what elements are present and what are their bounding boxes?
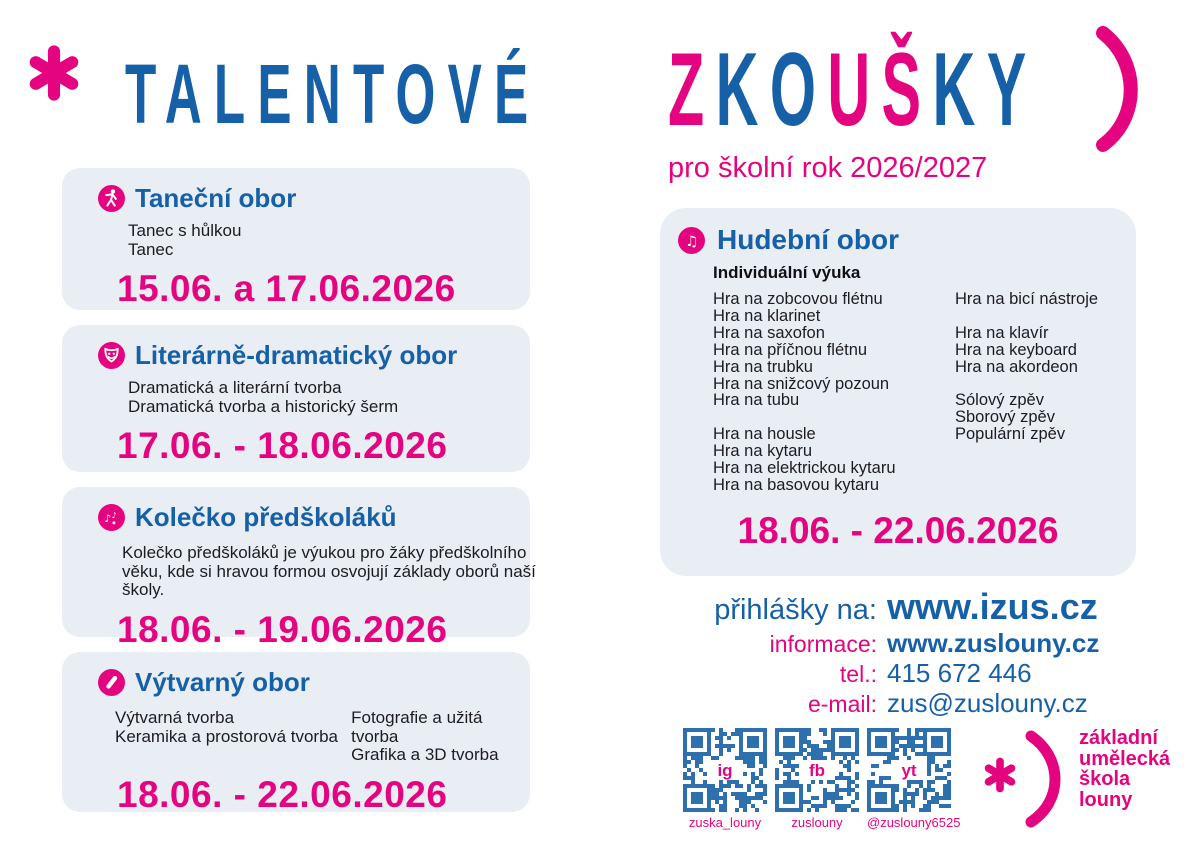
instrument-line: Hra na saxofon [713,323,825,342]
contact-label: e-mail: [807,691,877,717]
contact-value: www.zuslouny.cz [887,628,1100,658]
music-card-title: Hudební obor [717,224,899,255]
instrument-line: Hra na kytaru [713,442,813,461]
contact-row [640,688,1110,718]
qr-code-fb [775,728,859,830]
svg-text:ig: ig [717,761,733,780]
music-exam-date: 18.06. - 22.06.2026 [737,509,1059,551]
qr-code-yt [867,728,961,830]
subject-line: Dramatická a literární tvorba [128,378,342,397]
contact-value: www.izus.cz [887,586,1098,627]
title-letter: U [827,32,882,148]
department-card [62,325,530,472]
school-name [1079,728,1170,810]
card-subject-list [128,222,530,259]
title-letter: K [715,32,770,148]
school-name-line: umělecká [1079,747,1171,770]
contact-label: tel.: [839,661,877,687]
contact-row [640,658,1110,688]
qr-code-row [683,728,961,830]
column-spacer [955,308,1098,325]
department-card [62,487,536,650]
instrument-column-2 [955,291,1098,494]
card-header [98,184,530,212]
subject-column [115,709,351,765]
card-title: Literárně-dramatický obor [135,339,458,370]
card-title: Kolečko předškoláků [135,501,397,532]
subject-line: Grafika a 3D tvorba [351,745,499,764]
instrument-line: Hra na bicí nástroje [955,290,1099,308]
card-description: Kolečko předškoláků je výukou pro žáky předškolního věku, kde si hravou formou osvojují základy oborů naší školy. [122,543,536,599]
closing-paren-icon [1023,728,1067,830]
school-name-line: základní [1079,727,1158,749]
title-letter: K [932,32,987,148]
instrument-line: Populární zpěv [955,425,1066,444]
music-subheading: Individuální výuka [713,263,861,282]
department-card [62,652,530,815]
title-talentove: TALENTOVÉ [125,47,541,141]
instrument-column-1 [713,291,955,494]
closing-paren-icon [1094,24,1146,154]
column-spacer [955,376,1098,393]
theater-mask-icon [98,342,125,369]
music-department-card [660,208,1136,576]
card-subject-columns [115,709,530,765]
title-zkousky [668,32,1038,148]
instrument-line: Sborový zpěv [955,408,1055,427]
dancer-icon [98,185,125,212]
instrument-line: Hra na klarinet [713,306,821,325]
instrument-line: Sólový zpěv [955,391,1044,410]
contact-block [640,586,1110,718]
qr-caption: zuslouny [791,815,843,830]
instrument-line: Hra na tubu [713,391,800,410]
contact-value: 415 672 446 [887,658,1032,688]
asterisk-icon [983,754,1017,796]
qr-caption: zuska_louny [688,815,762,830]
subject-line: Tanec s hůlkou [128,221,242,240]
card-title: Výtvarný obor [135,666,310,697]
card-header [98,668,530,696]
subject-line: Dramatická tvorba a historický šerm [128,396,399,416]
exam-date: 18.06. - 19.06.2026 [117,608,448,650]
column-spacer [713,409,955,426]
instrument-line: Hra na housle [713,425,816,444]
instrument-line: Hra na trubku [713,357,813,376]
subject-column [351,709,530,765]
instrument-line: Hra na elektrickou kytaru [713,459,896,478]
svg-text:♪: ♪ [111,509,117,520]
subject-line: Keramika a prostorová tvorba [115,726,338,746]
instrument-line: Hra na klavír [955,323,1049,342]
card-subject-list [128,379,530,416]
contact-value: zus@zuslouny.cz [887,688,1088,718]
svg-text:fb: fb [808,761,826,780]
svg-text:♪: ♪ [104,512,112,525]
instrument-line: Hra na akordeon [955,357,1078,376]
department-card [62,168,530,310]
title-letter: Š [881,32,933,148]
card-header [98,341,530,369]
title-letter: O [769,32,828,148]
paintbrush-icon [98,669,125,696]
contact-row [640,586,1110,628]
title-letter: Z [668,32,716,148]
music-card-header [678,226,1136,254]
subject-line: Tanec [128,239,174,259]
card-header [98,503,530,531]
contact-label: přihlášky na: [714,594,877,626]
subject-line: Fotografie a užitá tvorba [351,708,483,746]
instrument-columns [713,291,1136,494]
music-note-icon [678,227,705,254]
subject-line: Výtvarná tvorba [115,708,235,727]
instrument-line: Hra na keyboard [955,340,1077,359]
exam-date: 15.06. a 17.06.2026 [117,268,456,309]
school-name-line: škola [1079,768,1131,790]
instrument-line: Hra na snižcový pozoun [713,374,890,393]
qr-caption: @zuslouny6525 [867,815,961,830]
music-notes-icon [98,504,125,531]
school-logo [975,726,1200,838]
contact-label: informace: [769,631,877,657]
asterisk-icon [27,39,81,107]
svg-text:♫: ♫ [685,233,698,250]
card-title: Taneční obor [135,182,297,213]
exam-date: 18.06. - 22.06.2026 [117,773,448,815]
svg-text:yt: yt [901,761,917,780]
instrument-line: Hra na příčnou flétnu [713,340,868,359]
instrument-line: Hra na basovou kytaru [713,475,880,494]
school-name-line: louny [1079,788,1133,811]
contact-row [640,628,1110,658]
instrument-line: Hra na zobcovou flétnu [713,290,883,308]
school-year-subtitle: pro školní rok 2026/2027 [668,152,988,184]
exam-date: 17.06. - 18.06.2026 [117,425,448,466]
title-letter: Y [986,32,1038,148]
qr-code-ig [683,728,767,830]
